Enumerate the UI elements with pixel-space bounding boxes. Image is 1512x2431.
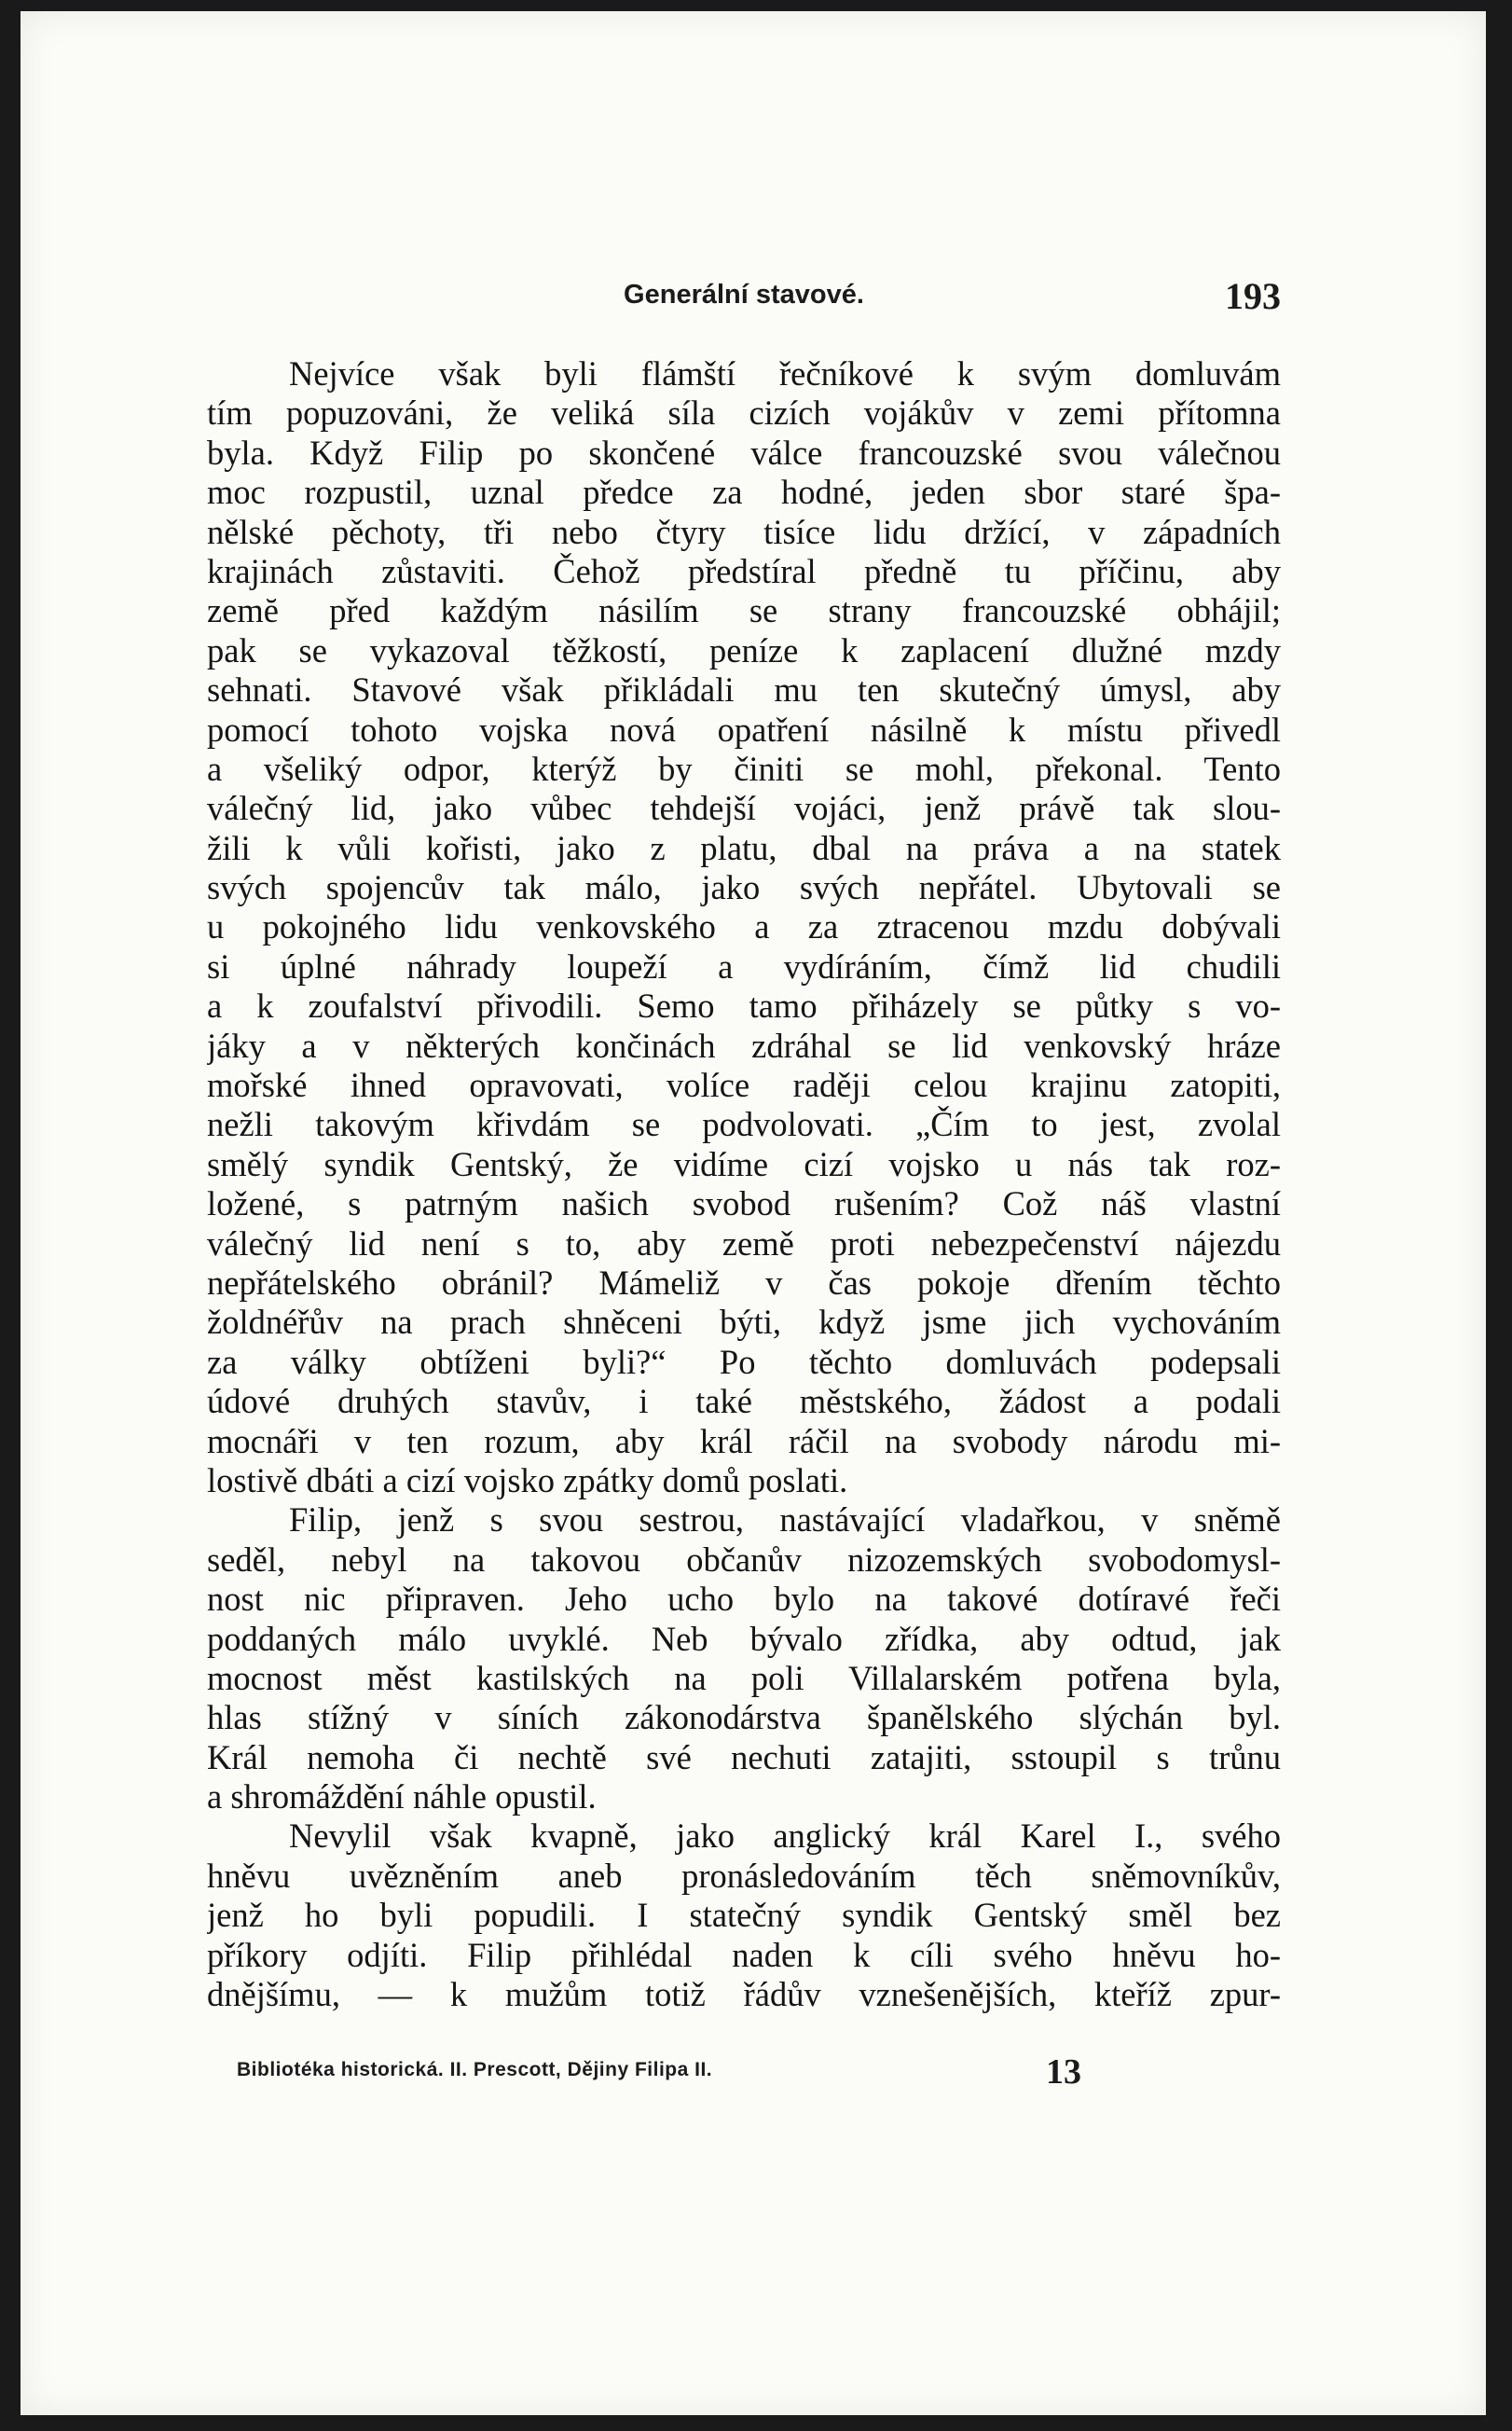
text-line: hněvu uvězněním aneb pronásledováním těch sněmovníkův, — [207, 1856, 1281, 1895]
text-line: nežli takovým křivdám se podvolovati. „Čím to jest, zvolal — [207, 1105, 1281, 1144]
text-line: moc rozpustil, uznal předce za hodné, jeden sbor staré špa- — [207, 473, 1281, 512]
text-line: krajinách zůstaviti. Čehož předstíral předně tu příčinu, aby — [207, 551, 1281, 590]
text-line: nost nic připraven. Jeho ucho bylo na takové dotíravé řeči — [207, 1580, 1281, 1619]
text-line: nělské pěchoty, tři nebo čtyry tisíce lidu držící, v západních — [207, 512, 1281, 551]
text-line: Nejvíce však byli flámští řečníkové k svým domluvám — [289, 354, 1281, 393]
text-line: hlas stížný v síních zákonodárstva španělského slýchán byl. — [207, 1698, 1281, 1737]
text-line: dnějšímu, — k mužům totiž řádův vznešenějších, kteříž zpur- — [207, 1975, 1281, 2014]
text-line: válečný lid není s to, aby země proti nebezpečenství nájezdu — [207, 1223, 1281, 1263]
body-text — [207, 354, 1281, 2014]
running-head: Generální stavové. — [624, 280, 864, 310]
text-line: tím popuzováni, že veliká síla cizích vojákův v zemi přítomna — [207, 394, 1281, 433]
text-line: poddaných málo uvyklé. Neb bývalo zřídka, aby odtud, jak — [207, 1619, 1281, 1658]
text-line: smělý syndik Gentský, že vidíme cizí vojsko u nás tak roz- — [207, 1144, 1281, 1183]
text-line: svých spojencův tak málo, jako svých nepřátel. Ubytovali se — [207, 868, 1281, 907]
paragraph — [207, 1816, 1281, 2014]
text-line: a všeliký odpor, kterýž by činiti se mohl, překonal. Tento — [207, 749, 1281, 788]
paragraph — [207, 354, 1281, 1500]
page-footer — [207, 2051, 1281, 2093]
scanned-page — [21, 11, 1486, 2415]
text-line: Nevylil však kvapně, jako anglický král Karel I., svého — [289, 1816, 1281, 1856]
paragraph — [207, 1500, 1281, 1816]
text-line: mocnáři v ten rozum, aby král ráčil na svobody národu mi- — [207, 1421, 1281, 1460]
text-line: byla. Když Filip po skončené válce francouzské svou válečnou — [207, 433, 1281, 472]
text-line: mořské ihned opravovati, volíce raději celou krajinu zatopiti, — [207, 1066, 1281, 1105]
text-line: a shromáždění náhle opustil. — [207, 1777, 597, 1816]
text-line: a k zoufalství přivodili. Semo tamo přiházely se půtky s vo- — [207, 987, 1281, 1026]
text-line: seděl, nebyl na takovou občanův nizozemských svobodomysl- — [207, 1540, 1281, 1579]
text-line: válečný lid, jako vůbec tehdejší vojáci, jenž právě tak slou- — [207, 789, 1281, 828]
text-line: si úplné náhrady loupeží a vydíráním, čímž lid chudili — [207, 946, 1281, 986]
text-line: Král nemoha či nechtě své nechuti zatajiti, sstoupil s trůnu — [207, 1737, 1281, 1776]
text-line: lostivě dbáti a cizí vojsko zpátky domů poslati. — [207, 1460, 848, 1499]
text-line: u pokojného lidu venkovského a za ztracenou mzdu dobývali — [207, 907, 1281, 946]
text-line: ložené, s patrným našich svobod rušením? Což náš vlastní — [207, 1184, 1281, 1223]
text-line: údové druhých stavův, i také městského, žádost a podali — [207, 1382, 1281, 1421]
text-line: mocnost měst kastilských na poli Villalarském potřena byla, — [207, 1658, 1281, 1697]
text-line: Filip, jenž s svou sestrou, nastávající vladařkou, v sněmě — [289, 1500, 1281, 1540]
text-line: příkory odjíti. Filip přihlédal naden k cíli svého hněvu ho- — [207, 1935, 1281, 1974]
text-line: žoldnéřův na prach shněceni býti, když jsme jich vychováním — [207, 1303, 1281, 1342]
text-line: pomocí tohoto vojska nová opatření násilně k místu přivedl — [207, 710, 1281, 749]
text-line: za války obtíženi byli?“ Po těchto domluvách podepsali — [207, 1342, 1281, 1381]
text-line: nepřátelského obránil? Mámeliž v čas pokoje dřením těchto — [207, 1263, 1281, 1302]
text-line: žili k vůli kořisti, jako z platu, dbal na práva a na statek — [207, 828, 1281, 867]
text-line: pak se vykazoval těžkostí, peníze k zaplacení dlužné mzdy — [207, 630, 1281, 670]
signature-note: Bibliotéka historická. II. Prescott, Dějiny Filipa II. — [237, 2059, 713, 2080]
text-line: jenž ho byli popudili. I statečný syndik Gentský směl bez — [207, 1896, 1281, 1935]
signature-mark: 13 — [1046, 2052, 1081, 2092]
page-header — [207, 274, 1281, 321]
page-number: 193 — [1225, 275, 1281, 317]
text-line: zemĕ před každým násilím se strany francouzské obhájil; — [207, 591, 1281, 630]
text-line: sehnati. Stavové však přikládali mu ten skutečný úmysl, aby — [207, 670, 1281, 710]
text-line: jáky a v některých končinách zdráhal se lid venkovský hráze — [207, 1026, 1281, 1065]
